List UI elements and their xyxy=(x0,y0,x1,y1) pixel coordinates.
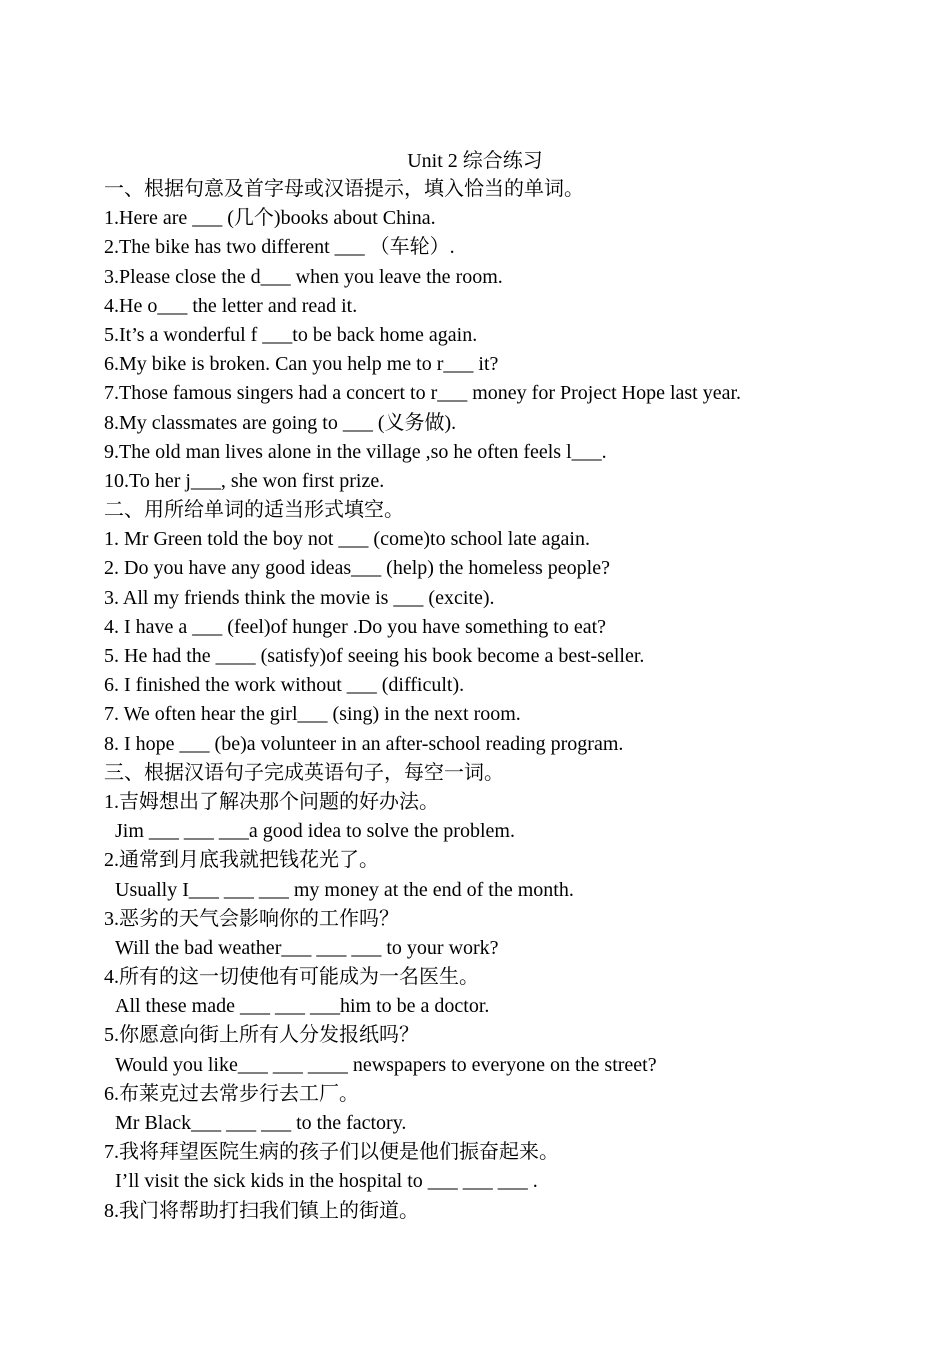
s1-question-3: 3.Please close the d___ when you leave the room. xyxy=(104,265,503,288)
s2-question-4: 4. I have a ___ (feel)of hunger .Do you have something to eat? xyxy=(104,615,607,638)
s3-question-7-english: I’ll visit the sick kids in the hospital to ___ ___ ___ . xyxy=(115,1170,538,1193)
s3-question-4-english: All these made ___ ___ ___him to be a doctor. xyxy=(115,995,490,1018)
s3-question-2-english: Usually I___ ___ ___ my money at the end of the month. xyxy=(115,878,574,901)
s1-question-6: 6.My bike is broken. Can you help me to r___ it? xyxy=(104,353,499,376)
s3-question-3-chinese: 3.恶劣的天气会影响你的工作吗？ xyxy=(104,907,399,930)
s3-question-5-english: Would you like___ ___ ____ newspapers to everyone on the street? xyxy=(115,1053,657,1076)
s2-question-7: 7. We often hear the girl___ (sing) in the next room. xyxy=(104,703,521,726)
s3-question-2-chinese: 2.通常到月底我就把钱花光了。 xyxy=(104,849,379,872)
s2-question-3: 3. All my friends think the movie is ___ (excite). xyxy=(104,586,495,609)
s2-question-8: 8. I hope ___ (be)a volunteer in an after-school reading program. xyxy=(104,732,624,755)
s1-question-9: 9.The old man lives alone in the village ,so he often feels l___. xyxy=(104,440,607,463)
s2-question-5: 5. He had the ____ (satisfy)of seeing his book become a best-seller. xyxy=(104,645,645,667)
s1-question-4: 4.He o___ the letter and read it. xyxy=(104,294,358,317)
s3-question-6-english: Mr Black___ ___ ___ to the factory. xyxy=(115,1112,407,1134)
s2-question-1: 1. Mr Green told the boy not ___ (come)to school late again. xyxy=(104,528,590,551)
s1-question-10: 10.To her j___, she won first prize. xyxy=(104,469,385,492)
s1-question-5: 5.It’s a wonderful f ___to be back home again. xyxy=(104,323,478,346)
s3-question-5-chinese: 5.你愿意向街上所有人分发报纸吗？ xyxy=(104,1024,419,1047)
s1-question-8: 8.My classmates are going to ___ (义务做). xyxy=(104,411,457,434)
section-3-heading: 三、根据汉语句子完成英语句子，每空一词。 xyxy=(104,761,504,784)
s1-question-2: 2.The bike has two different ___ （车轮）. xyxy=(104,236,455,259)
s3-question-1-english: Jim ___ ___ ___a good idea to solve the problem. xyxy=(115,820,515,843)
section-2-heading: 二、用所给单词的适当形式填空。 xyxy=(104,499,404,522)
s3-question-4-chinese: 4.所有的这一切使他有可能成为一名医生。 xyxy=(104,966,479,989)
s2-question-6: 6. I finished the work without ___ (difficult). xyxy=(104,674,465,697)
s2-question-2: 2. Do you have any good ideas___ (help) the homeless people? xyxy=(104,557,610,580)
worksheet-title: Unit 2 综合练习 xyxy=(407,150,543,172)
s3-question-7-chinese: 7.我将拜望医院生病的孩子们以便是他们振奋起来。 xyxy=(104,1141,559,1164)
worksheet-content xyxy=(104,175,904,1226)
s1-question-7: 7.Those famous singers had a concert to r___ money for Project Hope last year. xyxy=(104,382,742,405)
s3-question-3-english: Will the bad weather___ ___ ___ to your work? xyxy=(115,936,499,959)
s3-question-6-chinese: 6.布莱克过去常步行去工厂。 xyxy=(104,1082,359,1105)
section-1-heading: 一、根据句意及首字母或汉语提示，填入恰当的单词。 xyxy=(104,178,584,200)
s3-question-8-chinese: 8.我门将帮助打扫我们镇上的街道。 xyxy=(104,1199,419,1222)
s1-question-1: 1.Here are ___ (几个)books about China. xyxy=(104,207,436,230)
s3-question-1-chinese: 1.吉姆想出了解决那个问题的好办法。 xyxy=(104,790,439,813)
